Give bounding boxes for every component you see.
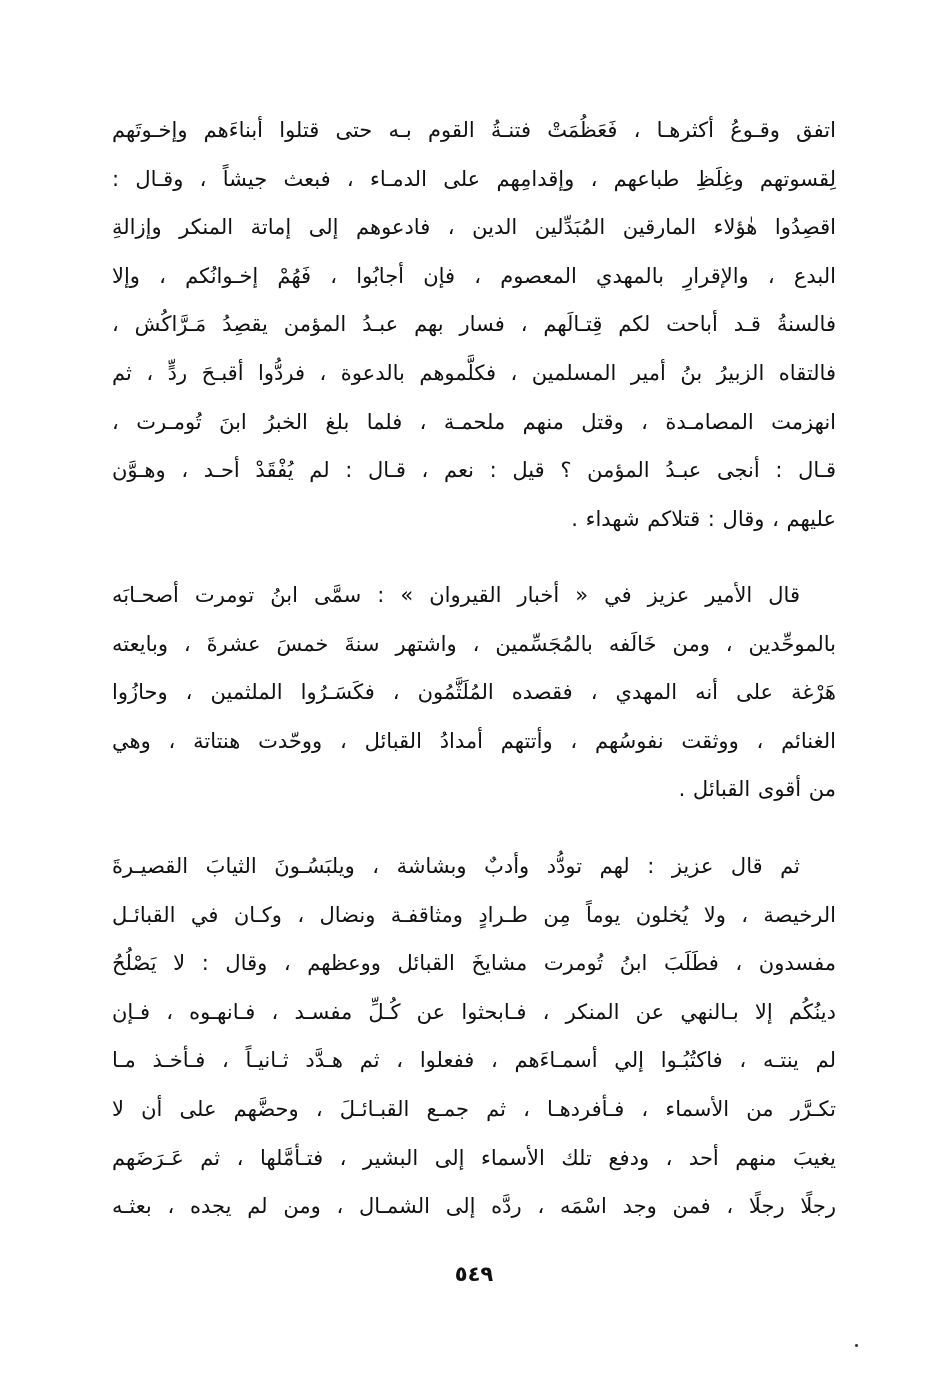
text-line: تكـرَّر من الأسماء ، فـأفردهـا ، ثم جمـع القبـائـلَ ، وحضَّهم على أن لا [112, 1096, 836, 1121]
text-line: لِقسوتهم وغِلَظِ طباعهم ، وإقدامِهم على الدمـاء ، فبعث جيشاً ، وقـال : [112, 166, 836, 191]
text-line: البدع ، والإقرارِ بالمهدي المعصوم ، فإن أجابُوا ، فَهُمْ إخـوانُكم ، وإلا [112, 263, 836, 288]
text-line: قـال : أنجى عبـدُ المؤمن ؟ قيل : نعم ، قـال : لم يُفْقَدْ أحـد ، وهـوَّن [112, 458, 836, 483]
page-number: ٥٤٩ [454, 1262, 494, 1286]
scan-speck [855, 1344, 858, 1347]
text-line: لم ينتـه ، فاكتُبُـوا إلي أسمـاءَهم ، ففعلوا ، ثم هـدَّد ثـانيـاً ، فـأخـذ مـا [112, 1048, 836, 1073]
text-line: بالموحِّدين ، ومن خَالَفه بالمُجَسِّمين ، واشتهر سنةَ خمسَ عشرةَ ، وبايعته [112, 631, 836, 656]
text-line: اتفق وقـوعُ أكثرهـا ، فَعَظُمَتْ فتنـةُ القوم بـه حتى قتلوا أبناءَهم وإخـوتَهم [112, 118, 836, 142]
text-line: يغيبَ منهم أحد ، ودفع تلك الأسماء إلى البشير ، فتـأمَّلها ، ثم عَـرَضَهم [112, 1145, 836, 1170]
text-line: الرخيصة ، ولا يُخلون يوماً مِن طـرادٍ ومثاقفـة ونضال ، وكـان في القبائـل [112, 902, 836, 927]
text-line: رجلًا رجلًا ، فمن وجد اسْمَه ، ردَّه إلى الشمـال ، ومن لم يجده ، بعثـه [112, 1194, 836, 1219]
text-line: فالتقاه الزبيرُ بنُ أمير المسلمين ، فكلَّموهم بالدعوة ، فردُّوا أقبـحَ ردٍّ ، ثم [112, 360, 836, 385]
text-line: الغنائم ، ووثقت نفوسُهم ، وأتتهم أمدادُ القبائل ، ووحّدت هنتاتة ، وهي [112, 728, 836, 753]
text-line: دينُكُم إلا بـالنهي عن المنكر ، فـابحثوا عن كُـلِّ مفسـد ، فـانهـوه ، فـإن [112, 999, 836, 1024]
text-line: قال الأمير عزيز في « أخبار القيروان » : سمَّى ابنُ تومرت أصحـابَه [112, 583, 800, 607]
text-line: انهزمت المصامـدة ، وقتل منهم ملحمـة ، فلما بلغ الخبرُ ابنَ تُومـرت ، [112, 409, 836, 434]
text-line: هَرْغة على أنه المهدي ، فقصده المُلَثَّمُون ، فكَسَـرُوا الملثمين ، وحازُوا [112, 680, 836, 705]
text-line: فالسنةُ قـد أباحت لكم قِتـالَهم ، فسار بهم عبـدُ المؤمن يقصِدُ مَـرَّاكُش ، [112, 312, 836, 337]
text-line: عليهم ، وقال : قتلاكم شهداء . [571, 506, 836, 531]
paragraph-1 [112, 106, 836, 543]
paragraph-2 [112, 571, 836, 814]
text-line: ثم قال عزيز : لهم تودُّد وأدبٌ وبشاشة ، ويلبَسُـونَ الثيابَ القصيـرةَ [112, 854, 800, 878]
text-line: مفسدون ، فطَلَبَ ابنُ تُومرت مشايخَ القبائل ووعظهم ، وقال : لا يَصْلُحُ [112, 951, 836, 976]
text-line: من أقوى القبائل . [678, 777, 836, 802]
text-line: اقصِدُوا هٰؤلاء المارقين المُبَدِّلين الدين ، فادعوهم إلى إماتة المنكر وإزالةِ [112, 215, 836, 240]
paragraph-3 [112, 842, 836, 1231]
